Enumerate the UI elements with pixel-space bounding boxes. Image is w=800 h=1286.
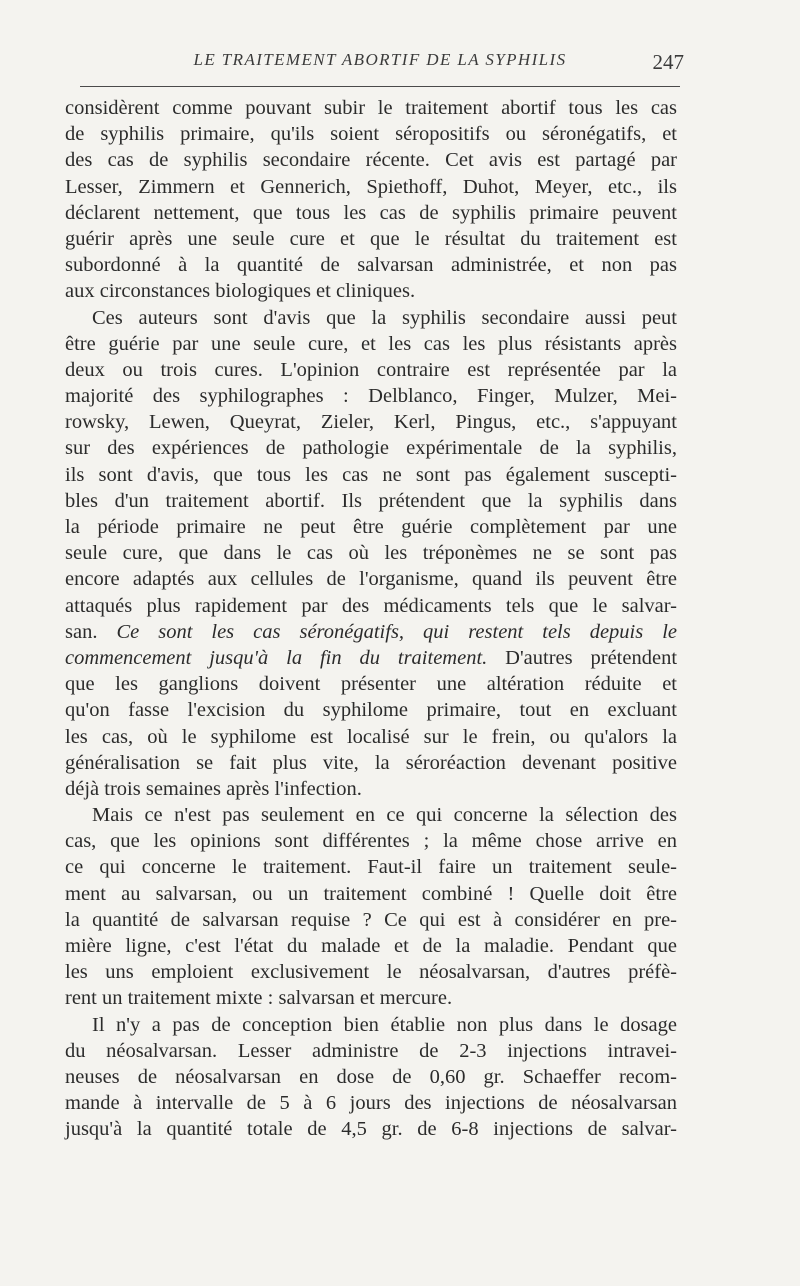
text-line: Il n'y a pas de conception bien établie non plus dans le dosage [92, 1013, 677, 1036]
text-line: neuses de néosalvarsan en dose de 0,60 gr. Schaeffer recom- [65, 1065, 677, 1088]
text-line: rent un traitement mixte : salvarsan et mercure. [65, 987, 453, 1010]
text-line: cas, que les opinions sont différentes ; la même chose arrive en [65, 830, 677, 853]
text-line: des cas de syphilis secondaire récente. Cet avis est partagé par [65, 149, 677, 172]
text-line-mixed [65, 645, 677, 671]
text-segment: san. [65, 620, 98, 643]
text-line: les cas, où le syphilome est localisé sur le frein, ou qu'alors la [65, 725, 677, 748]
text-line: aux circonstances biologiques et cliniques. [65, 280, 416, 303]
running-head [80, 50, 684, 82]
text-line: guérir après une seule cure et que le résultat du traitement est [65, 227, 677, 250]
text-line: mière ligne, c'est l'état du malade et de la maladie. Pendant que [65, 935, 677, 957]
text-line: être guérie par une seule cure, et les cas les plus résistants après [65, 332, 677, 355]
text-line: ment au salvarsan, ou un traitement combiné ! Quelle doit être [65, 882, 677, 905]
body-text [65, 95, 677, 1143]
text-line: les uns emploient exclusivement le néosalvarsan, d'autres préfè- [65, 961, 677, 984]
text-line: déclarent nettement, que tous les cas de syphilis primaire peuvent [65, 201, 677, 224]
text-line: qu'on fasse l'excision du syphilome primaire, tout en excluant [65, 699, 677, 722]
running-title: LE TRAITEMENT ABORTIF DE LA SYPHILIS [193, 50, 567, 69]
italic-segment: commencement jusqu'à la fin du traitement. [65, 646, 488, 669]
text-line: seule cure, que dans le cas où les tréponèmes ne se sont pas [65, 542, 677, 565]
text-line: que les ganglions doivent présenter une altération réduite et [65, 673, 677, 696]
text-line: encore adaptés aux cellules de l'organisme, quand ils peuvent être [65, 568, 677, 591]
text-line: majorité des syphilographes : Delblanco, Finger, Mulzer, Mei- [65, 385, 677, 408]
text-segment: D'autres prétendent [505, 646, 678, 669]
text-line: du néosalvarsan. Lesser administre de 2-3 injections intravei- [65, 1039, 677, 1062]
text-line: attaqués plus rapidement par des médicaments tels que le salvar- [65, 594, 677, 617]
text-line: deux ou trois cures. L'opinion contraire est représentée par la [65, 358, 677, 381]
text-line: généralisation se fait plus vite, la séroréaction devenant positive [65, 751, 677, 774]
text-line: ce qui concerne le traitement. Faut-il faire un traitement seule- [65, 856, 677, 879]
italic-segment: Ce sont les cas séronégatifs, qui restent tels depuis le [116, 620, 678, 643]
text-line: Lesser, Zimmern et Gennerich, Spiethoff, Duhot, Meyer, etc., ils [65, 175, 677, 198]
text-line: subordonné à la quantité de salvarsan administrée, et non pas [65, 254, 677, 277]
text-line: sur des expériences de pathologie expérimentale de la syphilis, [65, 437, 677, 460]
text-line: ils sont d'avis, que tous les cas ne sont pas également suscepti- [65, 463, 677, 486]
page-number: 247 [652, 50, 684, 74]
text-line: de syphilis primaire, qu'ils soient séropositifs ou séronégatifs, et [65, 123, 677, 146]
text-line: considèrent comme pouvant subir le traitement abortif tous les cas [65, 97, 677, 119]
text-line: jusqu'à la quantité totale de 4,5 gr. de 6-8 injections de salvar- [65, 1118, 677, 1141]
text-line: la quantité de salvarsan requise ? Ce qui est à considérer en pre- [65, 908, 677, 931]
text-line: bles d'un traitement abortif. Ils prétendent que la syphilis dans [65, 489, 677, 512]
text-line: Ces auteurs sont d'avis que la syphilis secondaire aussi peut [92, 306, 677, 329]
text-line-mixed [65, 619, 677, 645]
text-line: déjà trois semaines après l'infection. [65, 777, 362, 800]
text-line: rowsky, Lewen, Queyrat, Zieler, Kerl, Pingus, etc., s'appuyant [65, 411, 677, 434]
text-line: la période primaire ne peut être guérie complètement par une [65, 516, 677, 538]
text-line: mande à intervalle de 5 à 6 jours des injections de néosalvarsan [65, 1092, 677, 1115]
text-line: Mais ce n'est pas seulement en ce qui concerne la sélection des [92, 804, 677, 827]
header-rule [80, 86, 680, 87]
